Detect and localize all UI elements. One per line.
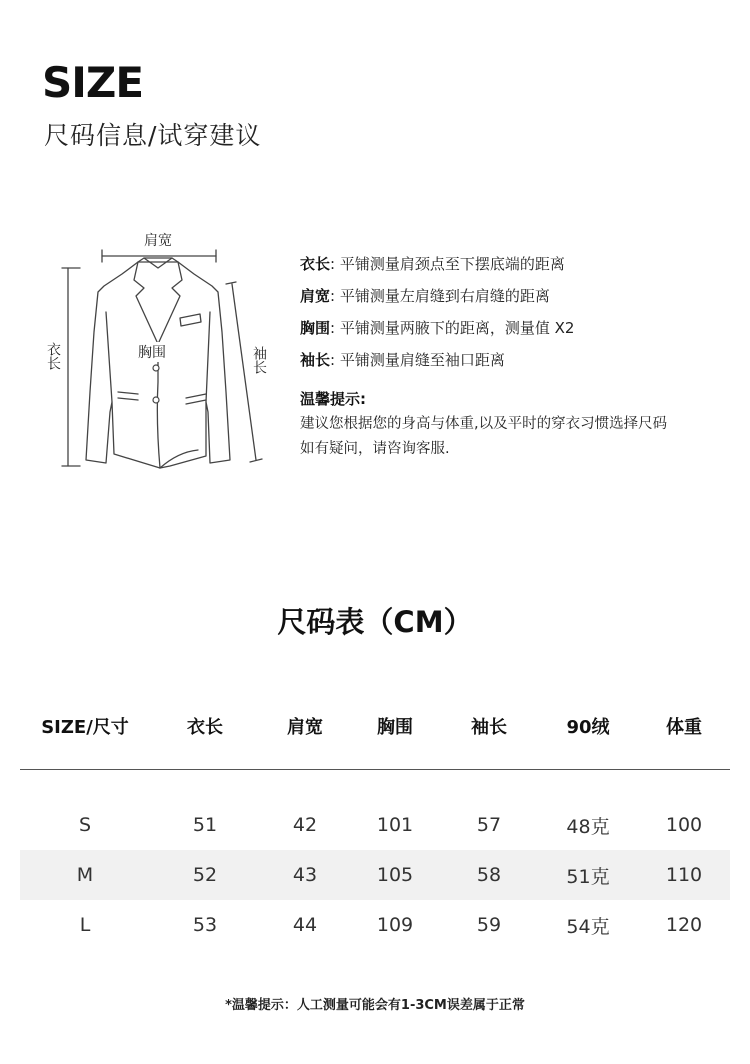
length-label: 衣长 — [45, 342, 61, 370]
table-cell: 120 — [665, 914, 703, 936]
table-cell: L — [79, 914, 91, 936]
column-header: 90绒 — [566, 717, 610, 738]
definition-text: : 平铺测量左肩缝到右肩缝的距离 — [330, 287, 550, 305]
definition-term: 衣长 — [300, 255, 331, 273]
table-cell: S — [78, 814, 92, 836]
table-cell: 52 — [192, 864, 218, 886]
table-row — [20, 850, 730, 900]
tip-line: 建议您根据您的身高与体重,以及平时的穿衣习惯选择尺码 — [300, 416, 668, 432]
table-header-row — [20, 700, 730, 752]
tip-title: 温馨提示: — [300, 390, 366, 408]
definition-term: 袖长 — [300, 351, 331, 369]
table-cell: 59 — [476, 914, 502, 936]
column-header: 肩宽 — [287, 717, 323, 738]
chest-label: 胸围 — [138, 342, 166, 362]
table-cell: 42 — [292, 814, 318, 836]
table-cell: 53 — [192, 914, 218, 936]
table-cell: 44 — [292, 914, 318, 936]
table-divider — [20, 769, 730, 770]
definition-term: 肩宽 — [300, 287, 331, 305]
definition-text: : 平铺测量肩颈点至下摆底端的距离 — [330, 255, 565, 273]
column-header: 衣长 — [187, 717, 223, 738]
table-cell: M — [76, 864, 94, 886]
table-cell: 51克 — [566, 865, 610, 888]
column-header: 胸围 — [377, 717, 413, 738]
shoulder-width-label: 肩宽 — [144, 233, 172, 249]
definition-item-sleeve — [300, 344, 740, 376]
column-header: SIZE/尺寸 — [41, 717, 129, 738]
table-body — [20, 800, 730, 950]
size-table-title: 尺码表（CM） — [277, 605, 473, 639]
table-row — [20, 800, 730, 850]
table-cell: 51 — [192, 814, 218, 836]
measurement-definitions — [300, 248, 740, 376]
column-header: 袖长 — [471, 717, 507, 738]
definition-text: : 平铺测量肩缝至袖口距离 — [330, 351, 505, 369]
table-cell: 58 — [476, 864, 502, 886]
table-cell: 109 — [376, 914, 414, 936]
definition-term: 胸围 — [300, 319, 331, 337]
definition-item-length — [300, 248, 740, 280]
definition-item-chest — [300, 312, 740, 344]
table-cell: 54克 — [566, 915, 610, 938]
definition-item-shoulder — [300, 280, 740, 312]
definition-text: : 平铺测量两腋下的距离，测量值 X2 — [330, 319, 575, 337]
tip-line: 如有疑问，请咨询客服. — [300, 441, 450, 457]
table-cell: 110 — [665, 864, 703, 886]
sleeve-label: 袖长 — [251, 346, 267, 374]
table-cell: 100 — [665, 814, 703, 836]
size-table — [20, 700, 730, 950]
table-cell: 105 — [376, 864, 414, 886]
page-title: SIZE — [42, 58, 144, 107]
table-cell: 43 — [292, 864, 318, 886]
table-cell: 57 — [476, 814, 502, 836]
page-subtitle: 尺码信息/试穿建议 — [44, 121, 262, 150]
table-cell: 48克 — [566, 815, 610, 838]
tip-text — [300, 412, 740, 462]
table-cell: 101 — [376, 814, 414, 836]
footnote: *温馨提示：人工测量可能会有1-3CM误差属于正常 — [225, 998, 525, 1013]
measurement-diagram — [40, 222, 290, 472]
column-header: 体重 — [666, 717, 702, 738]
table-row — [20, 900, 730, 950]
